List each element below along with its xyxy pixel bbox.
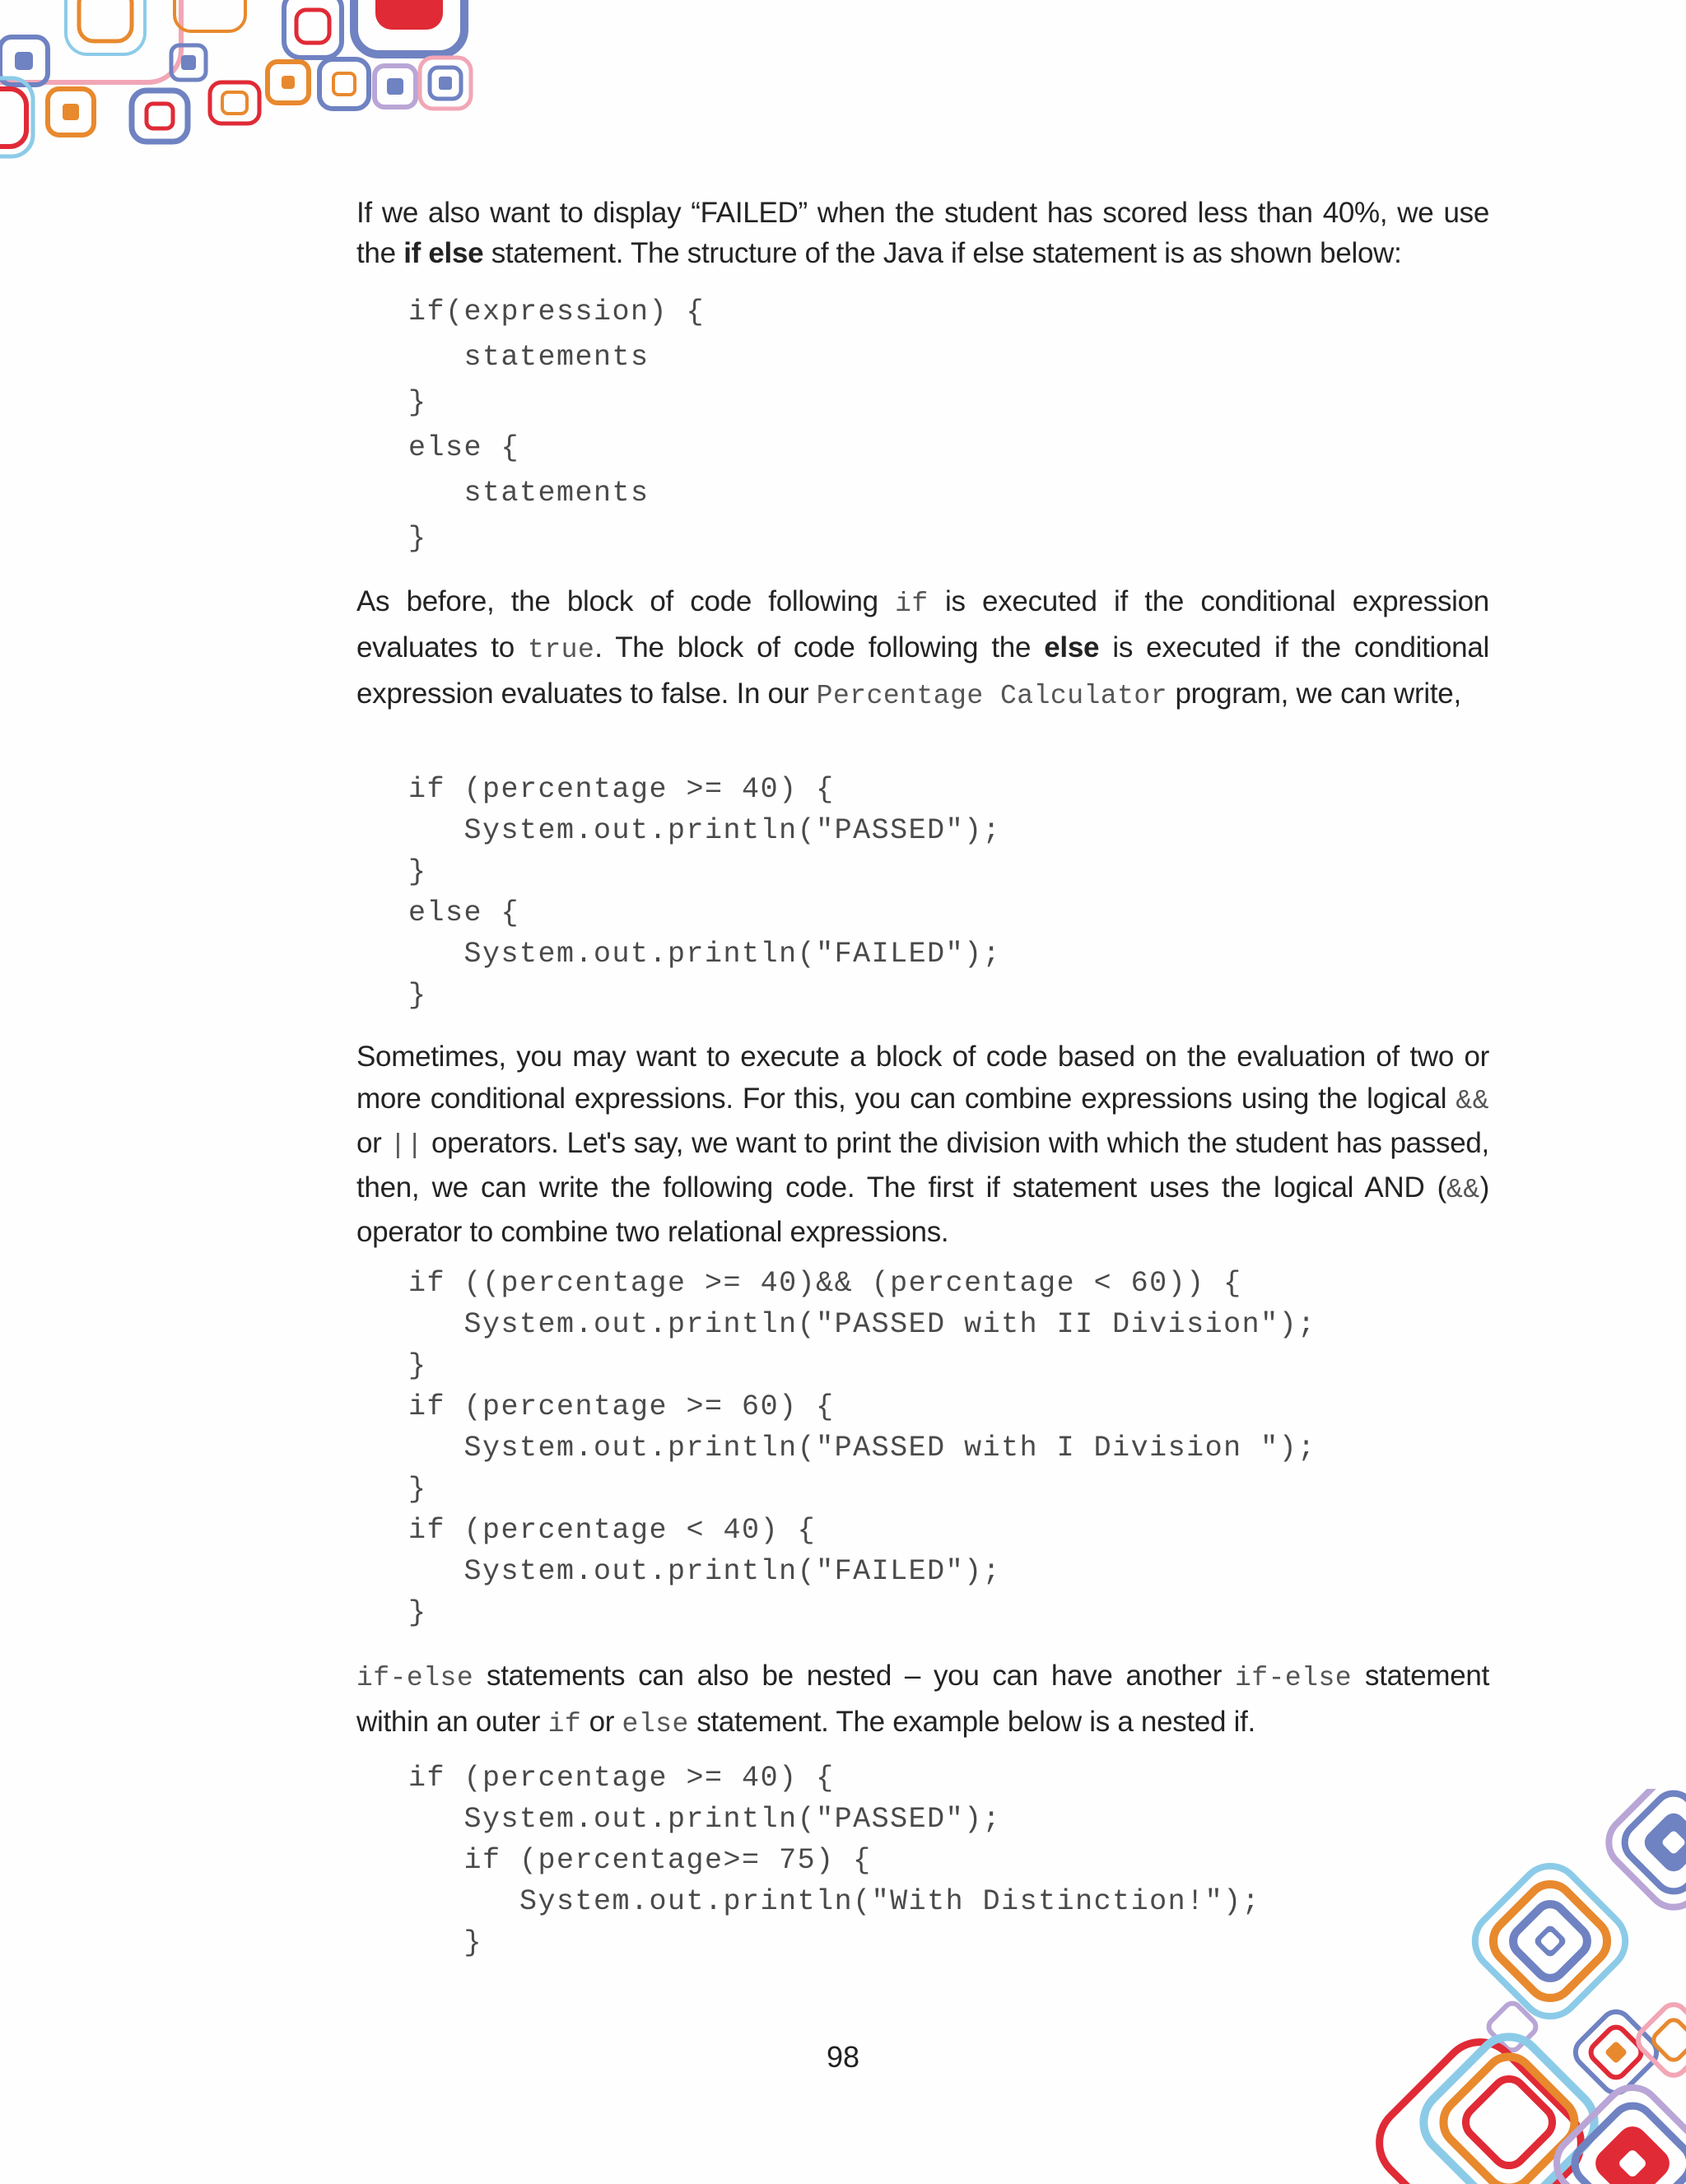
inline-code: if	[547, 1709, 582, 1739]
text: program, we can write,	[1167, 678, 1461, 710]
code-line: if (percentage>= 75) {	[408, 1844, 872, 1877]
code-line: }	[408, 386, 427, 419]
decorative-squares-top	[0, 0, 477, 165]
inline-code: true	[528, 635, 595, 665]
code-line: System.out.println("With Distinction!");	[408, 1885, 1261, 1918]
paragraph-nested-if	[356, 1654, 1489, 1746]
text: operators. Let's say, we want to print the division with which the student has passed, then, we can write the following code. The first if statement uses the logical AND (	[356, 1127, 1489, 1204]
code-block-structure	[408, 290, 705, 561]
text: statement. The example below is a nested if.	[688, 1706, 1255, 1738]
decorative-diamonds-bottom	[1340, 1789, 1686, 2184]
code-block-nested-if	[408, 1758, 1260, 1963]
code-line: }	[408, 522, 427, 555]
bold-term: else	[1044, 631, 1100, 664]
text: statements can also be nested – you can have another	[473, 1660, 1235, 1692]
code-line: if(expression) {	[408, 296, 706, 328]
code-line: }	[408, 1349, 427, 1382]
text: statement. The structure of the Java if else statement is as shown below:	[483, 237, 1402, 269]
paragraph-logical-operators	[356, 1036, 1489, 1253]
code-line: if (percentage < 40) {	[408, 1514, 817, 1547]
code-line: if ((percentage >= 40)&& (percentage < 60)) {	[408, 1267, 1242, 1300]
code-line: else {	[408, 896, 520, 929]
text: or	[356, 1127, 390, 1159]
inline-code: if	[895, 589, 929, 619]
code-line: if (percentage >= 60) {	[408, 1390, 835, 1423]
bold-term: if else	[403, 237, 484, 269]
code-line: }	[408, 979, 427, 1012]
inline-code: else	[622, 1709, 689, 1739]
text: If we also want to display “FAILED” when the student has scored less than 40%, we use the	[356, 197, 1489, 269]
text: Sometimes, you may want to execute a block of code based on the evaluation of two or more conditional expressions. For this, you can combine expressions using the logical	[356, 1041, 1489, 1115]
code-line: statements	[408, 477, 650, 510]
text: ) operator to combine two relational expressions.	[356, 1171, 1489, 1248]
code-line: System.out.println("PASSED");	[408, 1803, 1002, 1836]
code-line: }	[408, 855, 427, 888]
code-line: if (percentage >= 40) {	[408, 773, 835, 806]
text: is executed if the conditional expression evaluates to	[356, 585, 1489, 664]
inline-code: &&	[1455, 1086, 1489, 1116]
code-line: System.out.println("PASSED with II Division");	[408, 1308, 1316, 1341]
inline-code: Percentage Calculator	[816, 681, 1168, 711]
code-line: System.out.println("FAILED");	[408, 938, 1002, 971]
code-line: if (percentage >= 40) {	[408, 1762, 835, 1795]
text: is executed if the conditional expression evaluates to false. In our	[356, 631, 1489, 710]
code-line: System.out.println("PASSED with I Division ");	[408, 1432, 1316, 1465]
page-number: 98	[826, 2040, 860, 2074]
text: or	[581, 1706, 622, 1738]
text: . The block of code following the	[594, 631, 1045, 664]
inline-code: ||	[389, 1130, 424, 1161]
inline-code: &&	[1446, 1175, 1480, 1205]
code-line: }	[408, 1596, 427, 1629]
code-line: statements	[408, 341, 650, 374]
code-line: System.out.println("PASSED");	[408, 814, 1002, 847]
inline-code: if-else	[356, 1663, 474, 1693]
code-line: System.out.println("FAILED");	[408, 1555, 1002, 1588]
inline-code: if-else	[1234, 1663, 1353, 1693]
code-line: }	[408, 1926, 483, 1959]
paragraph-explanation	[356, 580, 1489, 718]
paragraph-intro	[356, 193, 1489, 273]
code-block-percentage-calculator	[408, 769, 1001, 1016]
code-block-division	[408, 1263, 1316, 1633]
code-line: }	[408, 1473, 427, 1506]
text: As before, the block of code following	[356, 585, 896, 617]
text: statement within an outer	[356, 1660, 1489, 1738]
code-line: else {	[408, 431, 520, 464]
